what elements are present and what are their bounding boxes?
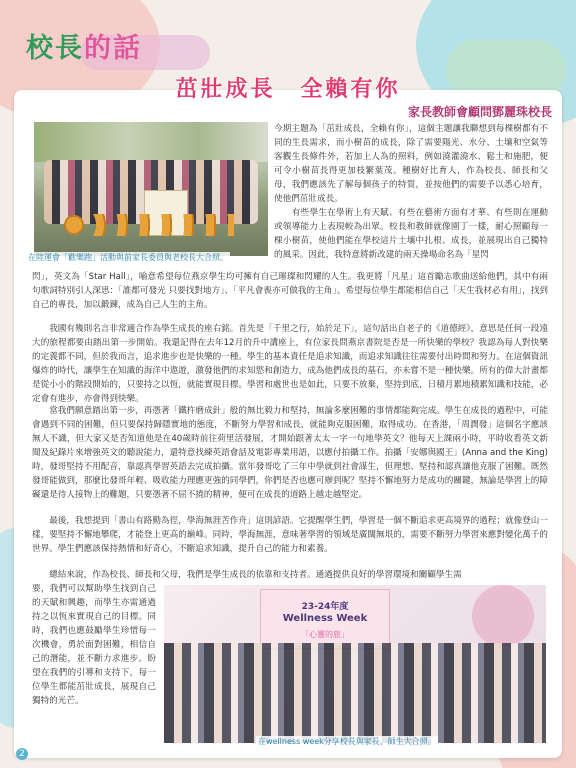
page-number: 2 bbox=[16, 748, 28, 760]
section-title bbox=[26, 26, 142, 65]
photo-banner-year: 23-24年度 bbox=[301, 602, 349, 612]
photo-crowd bbox=[164, 643, 546, 743]
photo-banner-title: Wellness Week bbox=[282, 613, 368, 624]
paragraph-6-continued bbox=[32, 582, 156, 708]
paragraph-text: 最後，我想提到「書山有路勤為徑，學海無涯苦作舟」這則諺語。它提醒學生們，學習是一個不斷追求更高境界的過程；就像登山一樣，要堅持不懈地攀爬，才能登上更高的巔峰。同時，學海無涯，意味著學習的領域是廣闊無垠的，需要不斷努力學習來應對變化萬千的世界。學生們應該保持熱情和好奇心，不斷追求知識，提升自己的能力和素養。 bbox=[32, 516, 548, 554]
paragraph-4 bbox=[32, 404, 548, 502]
photo-caption: 在陸運會「歡樂跑」活動與前家長委員與老校長大合照。 bbox=[28, 253, 228, 262]
paragraph-text: 總結來說，作為校長、師長和父母，我們是學生成長的依靠和支持者。通過提供良好的學習環境和關顧學生需 bbox=[49, 570, 462, 580]
paragraph-2 bbox=[32, 270, 548, 312]
paragraph-text: 要，我們可以幫助學生找到自己的天賦和興趣，而學生亦需通過持之以恆來實現自己的目標。同時，我們也應鼓勵學生珍惜每一次機會，勇於面對困難，相信自己的潛能，並不斷力求進步。盼望在我們的引導和支持下，每一位學生都能茁壯成長，展現自己獨特的光芒。 bbox=[32, 584, 156, 706]
paragraph-text: 我國有幾則名言非常適合作為學生成長的座右銘。首先是「千里之行，始於足下」，這句話出自老子的《道德經》，意思是任何一段遠大的旅程都要由踏出第一步開始。我還記得在去年12月的升中講座上，有位家長問燕京書院是否是一所快樂的學校？我認為每人對快樂的定義都不同，但於我而言，追求進步也是快樂的一種。學生的基本責任是追求知識，而追求知識往往需要付出時間和努力。在這個資訊爆炸的時代，讓學生在知識的海洋中遨遊，激發他們的求知慾和創造力，成為他們成長的基石，亦未嘗不是一種快樂。所有的偉大計畫都是從小小的階段開始的，只要持之以恆，就能實現目標。學習和處世也是如此，只要不放棄，堅持到底，日積月累地積累知識和技能，必定會有進步，亦會得到快樂。 bbox=[32, 324, 548, 404]
section-title-part: 的話 bbox=[84, 33, 142, 64]
paragraph-6 bbox=[32, 568, 548, 582]
paragraph-1 bbox=[274, 122, 548, 262]
section-title-part: 校長 bbox=[26, 33, 84, 64]
photo-trees bbox=[34, 122, 268, 162]
paragraph-text: 當我們願意踏出第一步，再憑著「鐵杵磨成針」般的無比毅力和堅持，無論多麼困難的事情都能夠完成。學生在成長的過程中，可能會遇到不同的困難，但只要保持歸隱實地的態度，不斷努力學習和成長，就能夠克服困難，取得成功。在香港，「周潤發」這個名字應該無人不識，但大家又是否知道他是在40歲時前往荷里活發展，才開始跟著太太一字一句地學英文？他每天上課兩小時，平時收看英文新聞及紀錄片來增強英文的聽說能力，還特意找練英語會話及電影專業用語，以應付拍攝工作。拍攝「安娜與國王」(Anna and the King) 時，發哥堅持不用配音，靠認真學習英語去完成拍攝。當年發哥吃了三年中學就到社會謀生，但理想、堅持和認真讓他克服了困難。既然發哥能做到，那麼比發哥年輕、吸收能力理應更強的同學們，你們是否也應可辦到呢？堅持不懈地努力是成功的關鍵，無論是學習上的障礙還是待人接物上的難題，只要憑著不屈不撓的精神，便可在成長的道路上越走越堅定。 bbox=[32, 406, 548, 500]
paragraph-5 bbox=[32, 514, 548, 556]
paragraph-3 bbox=[32, 322, 548, 406]
photo-caption: 在wellness week分享校長與家長，師生大合照。 bbox=[258, 737, 436, 746]
paragraph-text: 今期主題為「茁壯成長，全賴有你」，這個主題讓我聯想到每棵樹都有不同的生長需求，而小樹苗的成長，除了需要陽光、水分、土壤和空氣等客觀生長條件外，若加上人為的照料，例如澆灌澆水、鬆土和施肥，便可令小樹苗長得更加枝繁葉茂。種樹好比育人，作為校長、師長和父母，我們應該先了解每個孩子的特質，並按他們的需要予以悉心培育，使他們茁壯成長。 bbox=[274, 124, 548, 204]
author-line: 家長教師會顧問鄧麗珠校長 bbox=[407, 105, 552, 119]
page-title: 茁壯成長 全賴有你 bbox=[175, 77, 401, 102]
photo-pumpkins bbox=[64, 214, 234, 236]
paragraph-text: 有些學生在學術上有天賦、有些在藝術方面有才華、有些則在運動或領導能力上表現較為出眾。校長和教師就像園丁一樣，耐心照顧每一棵小樹苗，使他們能在學校這片土壤中扎根、成長，並展現出自己獨特的風采。因此，我特意將新改建的兩天操場命名為「星閃 bbox=[274, 208, 548, 260]
group-photo-sports-day bbox=[34, 122, 268, 256]
group-photo-wellness-week bbox=[164, 585, 546, 743]
paragraph-text: 閃」，英文為「Star Hall」，喻意希望每位燕京學生均可擁有自己璀璨和閃耀的人生。我更將「凡星」這首勵志歌曲送給他們，其中有兩句歌詞特別引人深思：「誰都可發光 只要找對地方」、「平凡會喪亦可做我的主角」。希望每位學生都能相信自己「天生我材必有用」，找到自己的專長，加以鍛鍊，成為自己人生的主角。 bbox=[32, 272, 548, 310]
photo-balloon bbox=[472, 585, 534, 647]
photo-banner-subtitle: 「心靈的旅」 bbox=[301, 630, 349, 639]
